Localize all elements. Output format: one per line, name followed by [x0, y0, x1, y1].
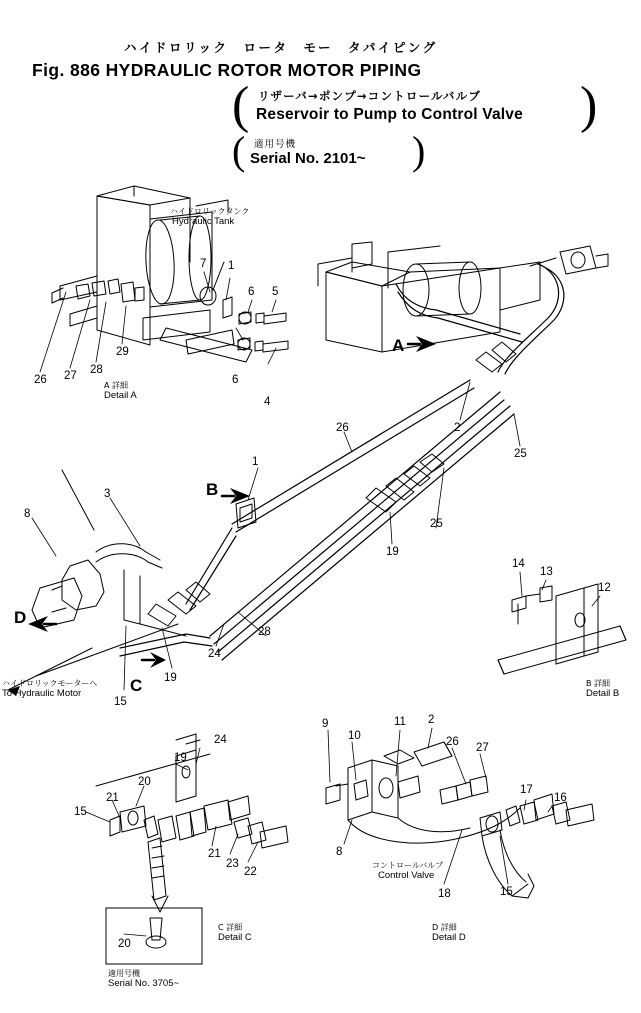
inset-item-number: 20 [118, 938, 131, 950]
item-number: 2 [428, 714, 435, 726]
section-letter-b: B [206, 480, 219, 499]
item-number: 19 [164, 672, 177, 684]
to-hydraulic-motor-label-jp: ハイドロリックモーターへ [2, 679, 98, 688]
item-number: 4 [264, 396, 271, 408]
item-number: 26 [336, 422, 349, 434]
inline-couplings [148, 342, 516, 626]
item-number: 26 [446, 736, 459, 748]
subtitle-english: Reservoir to Pump to Control Valve [256, 106, 523, 123]
hydraulic-tank-label-jp: ハイドロリックタンク [170, 207, 250, 216]
item-number: 12 [598, 582, 611, 594]
to-hydraulic-motor-label-en: To Hydraulic Motor [2, 688, 82, 699]
paren-open: ( [232, 77, 250, 134]
subtitle-japanese: リザーバ→ポンプ→コントロールバルブ [258, 89, 482, 103]
hydraulic-tank-label-en: Hydraulic Tank [172, 216, 235, 227]
item-number: 7 [200, 258, 207, 270]
run-brackets [236, 258, 352, 528]
item-number: 22 [244, 866, 257, 878]
item-number: 5 [272, 286, 279, 298]
section-letter-d: D [14, 608, 27, 627]
item-number: 18 [438, 888, 451, 900]
detail-b-label-jp: B 詳細 [586, 679, 611, 688]
item-number: 25 [514, 448, 527, 460]
control-valve-label-jp: コントロールバルブ [372, 861, 444, 870]
item-number: 23 [226, 858, 239, 870]
left-hose-assembly [32, 470, 186, 676]
item-number: 8 [24, 508, 31, 520]
item-number: 24 [214, 734, 227, 746]
item-number: 1 [252, 456, 259, 468]
detail-d-label-en: Detail D [432, 932, 466, 943]
leader-lines [32, 272, 600, 936]
item-number: 27 [64, 370, 77, 382]
item-number: 20 [138, 776, 151, 788]
detail-b-label-en: Detail B [586, 688, 620, 699]
detail-c-label-en: Detail C [218, 932, 252, 943]
page-title: Fig. 886 HYDRAULIC ROTOR MOTOR PIPING [32, 60, 422, 80]
item-number: 29 [116, 346, 129, 358]
item-number: 21 [208, 848, 221, 860]
detail-c-label-jp: C 詳細 [218, 923, 243, 932]
item-number: 15 [114, 696, 127, 708]
item-number: 19 [386, 546, 399, 558]
item-number: 6 [232, 374, 239, 386]
item-number: 13 [540, 566, 553, 578]
item-number: 26 [34, 374, 47, 386]
paren-close: ) [580, 77, 598, 134]
serial-number: Serial No. 2101~ [250, 150, 366, 167]
section-letter-a: A [392, 336, 405, 355]
item-number: 28 [258, 626, 271, 638]
paren-open-serial: ( [232, 128, 246, 173]
pump-assembly-right [326, 242, 608, 352]
item-number: 28 [90, 364, 103, 376]
detail-a-label-en: Detail A [104, 390, 137, 401]
item-number: 15 [74, 806, 87, 818]
detail-a-label-jp: A 詳細 [104, 381, 129, 390]
item-number: 17 [520, 784, 533, 796]
item-number: 11 [394, 716, 406, 728]
inset-serial-label-en: Serial No. 3705~ [108, 978, 180, 989]
section-letter-c: C [130, 676, 143, 695]
control-valve-label-en: Control Valve [378, 870, 435, 881]
detail-c-group [96, 734, 288, 912]
detail-b-group [498, 584, 626, 674]
item-number: 10 [348, 730, 361, 742]
item-number: 27 [476, 742, 489, 754]
paren-close-serial: ) [412, 128, 426, 173]
item-number: 15 [500, 886, 513, 898]
title-japanese-heading: ハイドロリック ロータ モー タパイピング [124, 40, 438, 55]
item-number: 16 [554, 792, 567, 804]
item-number: 25 [430, 518, 443, 530]
item-number: 9 [322, 718, 329, 730]
item-number: 3 [104, 488, 111, 500]
item-number: 6 [248, 286, 255, 298]
item-number: 1 [228, 260, 235, 272]
item-number: 21 [106, 792, 119, 804]
serial-japanese-label: 適用号機 [254, 139, 297, 150]
item-number: 24 [208, 648, 221, 660]
item-number: 19 [174, 752, 187, 764]
tank-left-fittings [52, 279, 144, 303]
item-number: 8 [336, 846, 343, 858]
item-number: 2 [454, 422, 461, 434]
inset-box [106, 908, 202, 964]
inset-serial-label-jp: 適用号機 [108, 969, 140, 978]
item-number: 14 [512, 558, 525, 570]
detail-d-label-jp: D 詳細 [432, 923, 457, 932]
main-pipe-runs [120, 264, 564, 660]
upper-bolt-group [186, 297, 288, 354]
